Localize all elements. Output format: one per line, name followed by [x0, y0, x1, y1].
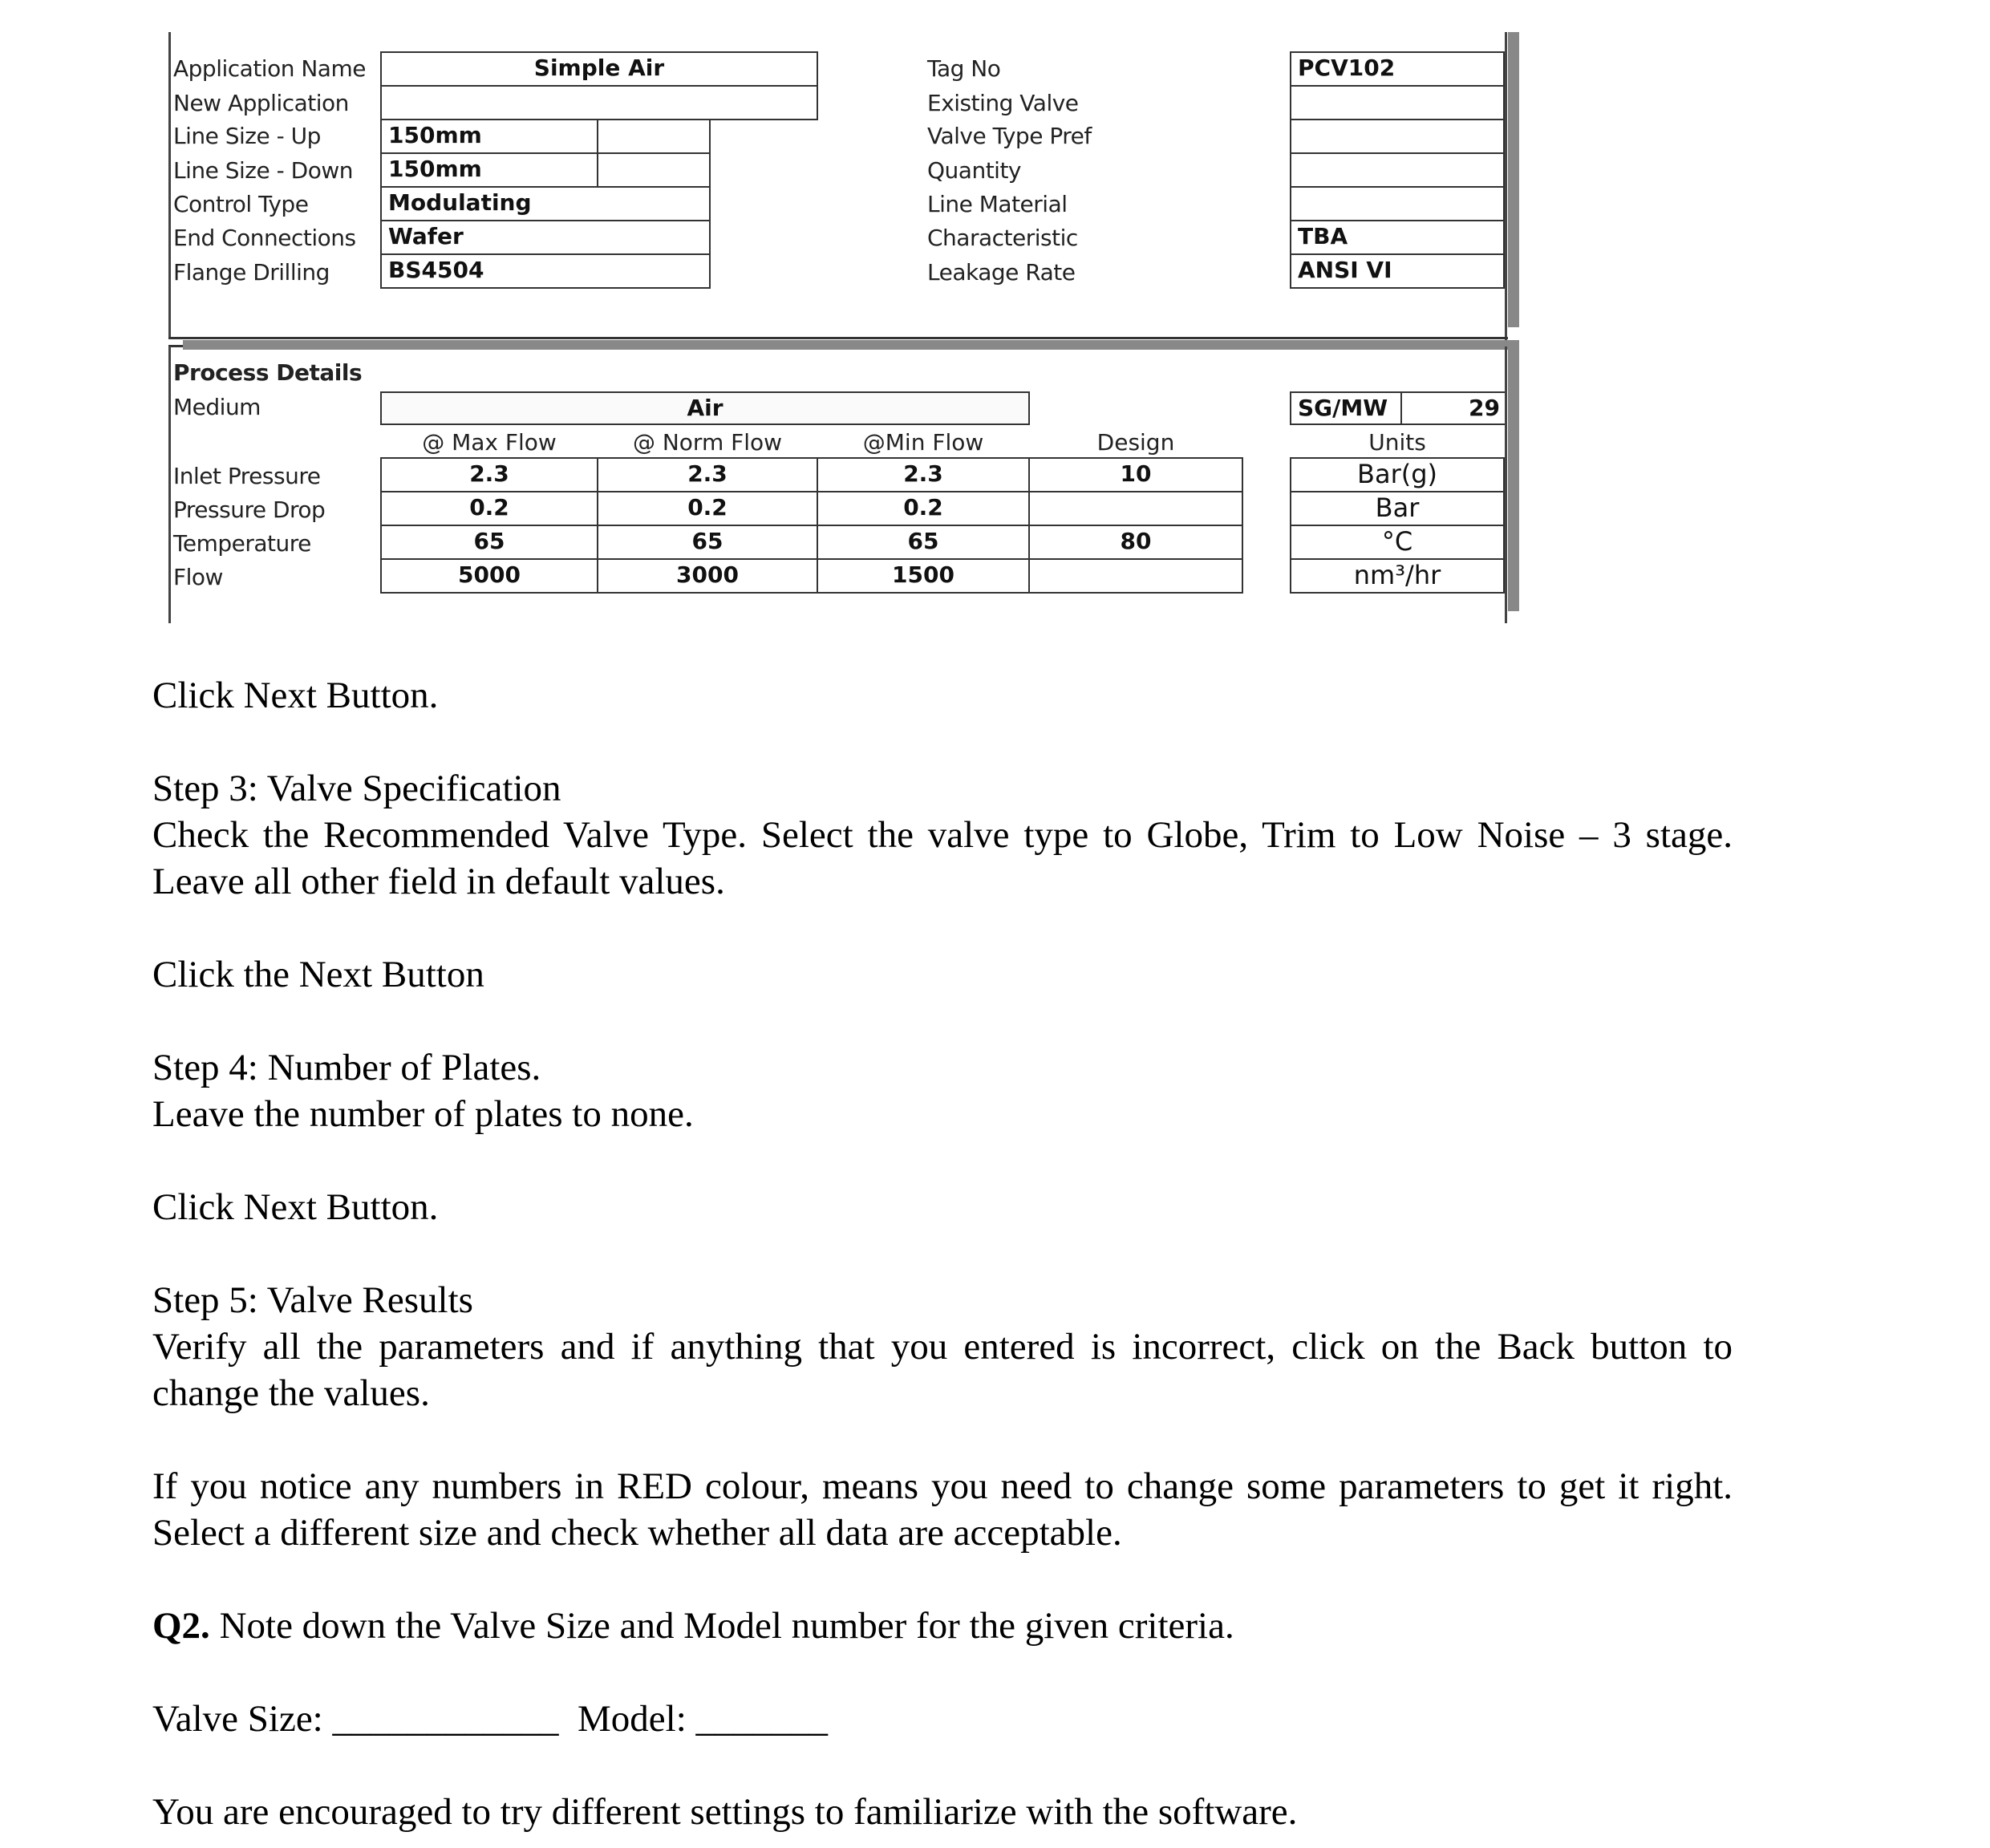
label-existing-valve: Existing Valve	[927, 90, 1079, 116]
sg-mw-field[interactable]: 29	[1400, 391, 1505, 425]
label-leakage-rate: Leakage Rate	[927, 259, 1076, 286]
medium-field[interactable]: Air	[380, 391, 1030, 425]
temperature-design-cell[interactable]: 80	[1028, 525, 1243, 560]
click-next-3: Click Next Button.	[152, 1186, 439, 1228]
step5-title: Step 5: Valve Results	[152, 1279, 473, 1321]
process-frame-top-shadow	[183, 340, 1519, 350]
inlet-pressure-unit-cell[interactable]: Bar(g)	[1290, 457, 1505, 492]
temperature-unit-cell[interactable]: °C	[1290, 525, 1505, 560]
temperature-norm-cell[interactable]: 65	[597, 525, 818, 560]
label-tag-no: Tag No	[927, 55, 1001, 82]
label-characteristic: Characteristic	[927, 225, 1078, 251]
step3-title: Step 3: Valve Specification	[152, 768, 561, 809]
process-frame-right	[1505, 346, 1507, 623]
line-size-down-field[interactable]: 150mm	[380, 152, 598, 188]
application-name-field[interactable]: Simple Air	[380, 51, 818, 87]
label-flow: Flow	[173, 564, 223, 590]
form-frame-right	[1505, 32, 1507, 340]
red-colour-note: If you notice any numbers in RED colour, means you need to change some parameters to get it right. Select a different size and check whether all data are acceptable.	[152, 1465, 1733, 1554]
col-header-norm-flow: @ Norm Flow	[632, 429, 783, 456]
form-frame-left	[168, 32, 171, 337]
answer-line: Valve Size: ____________ Model: _______	[152, 1698, 829, 1740]
sg-mw-label-cell: SG/MW	[1290, 391, 1402, 425]
valve-type-pref-field[interactable]	[1290, 119, 1505, 154]
process-details-title: Process Details	[173, 359, 363, 386]
line-material-field[interactable]	[1290, 186, 1505, 221]
form-frame-bottom	[168, 337, 1508, 339]
inlet-pressure-min-cell[interactable]: 2.3	[817, 457, 1030, 492]
control-type-field[interactable]: Modulating	[380, 186, 711, 221]
label-temperature: Temperature	[173, 530, 311, 557]
label-quantity: Quantity	[927, 157, 1021, 184]
closing-note: You are encouraged to try different settings to familiarize with the software.	[152, 1791, 1298, 1833]
flow-design-cell[interactable]	[1028, 558, 1243, 594]
pressure-drop-min-cell[interactable]: 0.2	[817, 491, 1030, 526]
label-line-material: Line Material	[927, 191, 1068, 217]
label-control-type: Control Type	[173, 191, 309, 217]
q2-label: Q2.	[152, 1605, 210, 1647]
inlet-pressure-max-cell[interactable]: 2.3	[380, 457, 598, 492]
col-header-design: Design	[1096, 429, 1175, 456]
pressure-drop-unit-cell[interactable]: Bar	[1290, 491, 1505, 526]
flow-min-cell[interactable]: 1500	[817, 558, 1030, 594]
label-flange-drilling: Flange Drilling	[173, 259, 330, 286]
flow-norm-cell[interactable]: 3000	[597, 558, 818, 594]
label-line-size-up: Line Size - Up	[173, 123, 321, 149]
col-header-min-flow: @Min Flow	[862, 429, 984, 456]
label-inlet-pressure: Inlet Pressure	[173, 463, 321, 489]
end-connections-field[interactable]: Wafer	[380, 220, 711, 255]
step3-body: Check the Recommended Valve Type. Select the valve type to Globe, Trim to Low Noise – 3 stage. Leave all other field in default values.	[152, 814, 1733, 902]
flow-unit-cell[interactable]: nm³/hr	[1290, 558, 1505, 594]
label-line-size-down: Line Size - Down	[173, 157, 353, 184]
line-size-up-field[interactable]: 150mm	[380, 119, 598, 154]
characteristic-field[interactable]: TBA	[1290, 220, 1505, 255]
flow-max-cell[interactable]: 5000	[380, 558, 598, 594]
click-next-2: Click the Next Button	[152, 954, 484, 995]
new-application-field[interactable]	[380, 85, 818, 120]
col-header-units: Units	[1368, 429, 1426, 456]
pressure-drop-max-cell[interactable]: 0.2	[380, 491, 598, 526]
process-frame-shadow	[1508, 342, 1519, 611]
quantity-field[interactable]	[1290, 152, 1505, 188]
inlet-pressure-design-cell[interactable]: 10	[1028, 457, 1243, 492]
flange-drilling-field[interactable]: BS4504	[380, 253, 711, 289]
label-new-application: New Application	[173, 90, 349, 116]
label-medium: Medium	[173, 394, 261, 420]
col-header-max-flow: @ Max Flow	[422, 429, 557, 456]
process-frame-left	[168, 346, 171, 623]
pressure-drop-norm-cell[interactable]: 0.2	[597, 491, 818, 526]
step5-body: Verify all the parameters and if anything that you entered is incorrect, click on the Back button to change the values.	[152, 1326, 1733, 1414]
step4-body: Leave the number of plates to none.	[152, 1093, 694, 1135]
question-q2	[152, 1603, 1733, 1649]
line-size-down-unit-field[interactable]	[597, 152, 711, 188]
line-size-up-unit-field[interactable]	[597, 119, 711, 154]
temperature-max-cell[interactable]: 65	[380, 525, 598, 560]
label-end-connections: End Connections	[173, 225, 356, 251]
temperature-min-cell[interactable]: 65	[817, 525, 1030, 560]
label-pressure-drop: Pressure Drop	[173, 496, 326, 523]
leakage-rate-field[interactable]: ANSI VI	[1290, 253, 1505, 289]
pressure-drop-design-cell[interactable]	[1028, 491, 1243, 526]
inlet-pressure-norm-cell[interactable]: 2.3	[597, 457, 818, 492]
form-frame-shadow	[1508, 32, 1519, 327]
label-application-name: Application Name	[173, 55, 366, 82]
tag-no-field[interactable]: PCV102	[1290, 51, 1505, 87]
step4-title: Step 4: Number of Plates.	[152, 1047, 541, 1088]
label-valve-type-pref: Valve Type Pref	[927, 123, 1092, 149]
click-next-1: Click Next Button.	[152, 675, 439, 716]
q2-text: Note down the Valve Size and Model number for the given criteria.	[209, 1605, 1234, 1647]
existing-valve-field[interactable]	[1290, 85, 1505, 120]
